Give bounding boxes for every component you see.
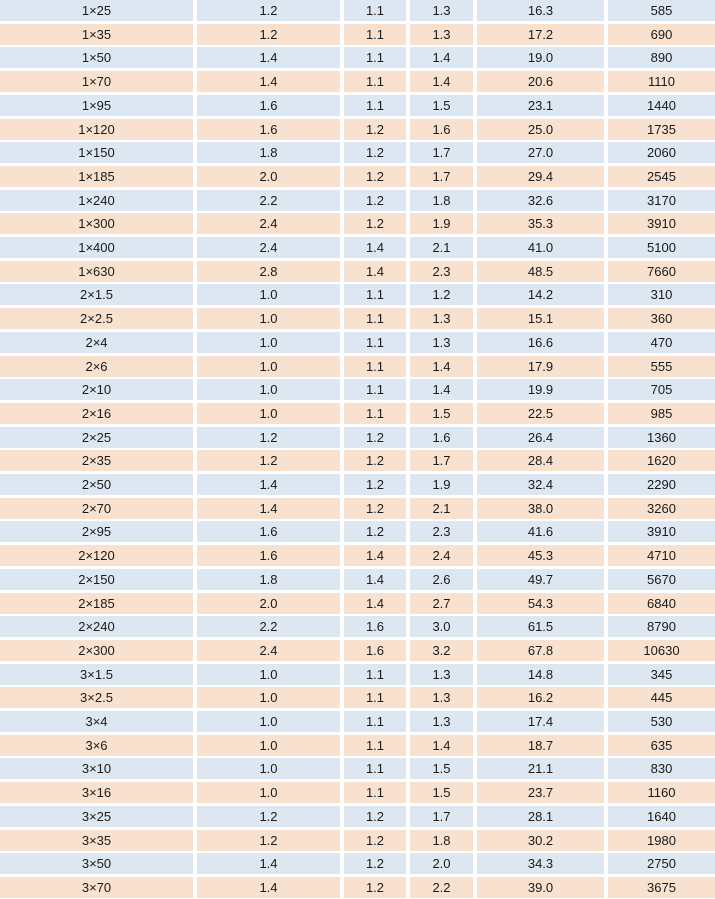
cell-weight: 2750: [608, 853, 715, 874]
cell-insulation-thickness: 1.2: [197, 806, 340, 827]
cell-outer-sheath: 1.7: [410, 450, 473, 471]
cell-outer-diameter: 21.1: [477, 758, 604, 779]
cell-outer-sheath: 2.0: [410, 853, 473, 874]
cell-inner-sheath: 1.1: [344, 356, 406, 377]
table-row: [0, 142, 715, 163]
cell-outer-diameter: 17.9: [477, 356, 604, 377]
cell-core-size: 2×240: [0, 616, 193, 637]
cell-weight: 1735: [608, 119, 715, 140]
table-row: [0, 190, 715, 211]
cell-inner-sheath: 1.1: [344, 24, 406, 45]
cell-inner-sheath: 1.4: [344, 261, 406, 282]
cell-outer-diameter: 39.0: [477, 877, 604, 898]
cell-core-size: 3×16: [0, 782, 193, 803]
cell-core-size: 1×300: [0, 213, 193, 234]
cell-inner-sheath: 1.2: [344, 213, 406, 234]
table-row: [0, 474, 715, 495]
cell-weight: 890: [608, 47, 715, 68]
cell-weight: 1980: [608, 830, 715, 851]
cell-core-size: 1×400: [0, 237, 193, 258]
cell-outer-diameter: 26.4: [477, 427, 604, 448]
cell-outer-diameter: 30.2: [477, 830, 604, 851]
cell-core-size: 2×50: [0, 474, 193, 495]
table-row: [0, 379, 715, 400]
cell-inner-sheath: 1.1: [344, 95, 406, 116]
cell-weight: 8790: [608, 616, 715, 637]
cell-weight: 1360: [608, 427, 715, 448]
cell-core-size: 1×35: [0, 24, 193, 45]
cell-weight: 7660: [608, 261, 715, 282]
cell-core-size: 1×95: [0, 95, 193, 116]
cell-insulation-thickness: 1.2: [197, 830, 340, 851]
cell-outer-sheath: 1.5: [410, 782, 473, 803]
cell-outer-sheath: 2.1: [410, 237, 473, 258]
cell-outer-sheath: 1.3: [410, 687, 473, 708]
cell-outer-sheath: 2.7: [410, 593, 473, 614]
cell-core-size: 2×185: [0, 593, 193, 614]
cell-inner-sheath: 1.1: [344, 308, 406, 329]
cell-weight: 4710: [608, 545, 715, 566]
table-row: [0, 830, 715, 851]
cell-core-size: 1×50: [0, 47, 193, 68]
cell-outer-sheath: 2.6: [410, 569, 473, 590]
cell-inner-sheath: 1.2: [344, 142, 406, 163]
cell-outer-sheath: 1.4: [410, 47, 473, 68]
cell-outer-sheath: 1.8: [410, 190, 473, 211]
cell-inner-sheath: 1.4: [344, 569, 406, 590]
cell-core-size: 2×25: [0, 427, 193, 448]
cell-core-size: 3×70: [0, 877, 193, 898]
table-row: [0, 119, 715, 140]
cell-weight: 2060: [608, 142, 715, 163]
cell-outer-sheath: 1.2: [410, 284, 473, 305]
cell-inner-sheath: 1.6: [344, 616, 406, 637]
cell-weight: 3910: [608, 213, 715, 234]
cell-weight: 2290: [608, 474, 715, 495]
cell-outer-diameter: 25.0: [477, 119, 604, 140]
cell-outer-diameter: 16.3: [477, 0, 604, 21]
table-row: [0, 569, 715, 590]
table-row: [0, 521, 715, 542]
cell-insulation-thickness: 1.2: [197, 24, 340, 45]
cell-outer-diameter: 29.4: [477, 166, 604, 187]
cell-core-size: 2×95: [0, 521, 193, 542]
cell-insulation-thickness: 1.0: [197, 379, 340, 400]
cell-weight: 3675: [608, 877, 715, 898]
cell-insulation-thickness: 1.0: [197, 735, 340, 756]
cell-outer-sheath: 2.3: [410, 261, 473, 282]
cell-outer-diameter: 18.7: [477, 735, 604, 756]
cell-weight: 1160: [608, 782, 715, 803]
cell-core-size: 2×70: [0, 498, 193, 519]
cell-core-size: 2×1.5: [0, 284, 193, 305]
cell-inner-sheath: 1.2: [344, 877, 406, 898]
cell-insulation-thickness: 1.4: [197, 47, 340, 68]
table-row: [0, 95, 715, 116]
cell-inner-sheath: 1.4: [344, 237, 406, 258]
cell-outer-diameter: 19.0: [477, 47, 604, 68]
table-row: [0, 284, 715, 305]
table-row: [0, 213, 715, 234]
cell-outer-diameter: 28.1: [477, 806, 604, 827]
cell-outer-diameter: 34.3: [477, 853, 604, 874]
table-row: [0, 616, 715, 637]
table-row: [0, 782, 715, 803]
cell-outer-diameter: 20.6: [477, 71, 604, 92]
cell-outer-sheath: 1.7: [410, 806, 473, 827]
cell-inner-sheath: 1.2: [344, 450, 406, 471]
cell-core-size: 3×2.5: [0, 687, 193, 708]
cell-insulation-thickness: 1.2: [197, 427, 340, 448]
cell-outer-diameter: 49.7: [477, 569, 604, 590]
cell-outer-sheath: 1.3: [410, 0, 473, 21]
cell-outer-sheath: 1.3: [410, 332, 473, 353]
table-row: [0, 47, 715, 68]
cell-weight: 585: [608, 0, 715, 21]
cell-insulation-thickness: 1.0: [197, 403, 340, 424]
cell-outer-diameter: 28.4: [477, 450, 604, 471]
cell-insulation-thickness: 1.4: [197, 474, 340, 495]
cell-outer-diameter: 14.8: [477, 664, 604, 685]
table-row: [0, 498, 715, 519]
cell-core-size: 3×50: [0, 853, 193, 874]
cell-outer-diameter: 16.2: [477, 687, 604, 708]
cell-outer-sheath: 1.4: [410, 379, 473, 400]
cell-insulation-thickness: 2.4: [197, 237, 340, 258]
cell-weight: 3910: [608, 521, 715, 542]
cell-weight: 3170: [608, 190, 715, 211]
cell-core-size: 2×4: [0, 332, 193, 353]
cell-outer-sheath: 1.3: [410, 664, 473, 685]
cell-outer-sheath: 1.6: [410, 119, 473, 140]
cell-outer-diameter: 16.6: [477, 332, 604, 353]
cell-inner-sheath: 1.2: [344, 190, 406, 211]
cell-weight: 830: [608, 758, 715, 779]
cell-core-size: 3×4: [0, 711, 193, 732]
cell-insulation-thickness: 1.0: [197, 284, 340, 305]
cell-weight: 445: [608, 687, 715, 708]
cell-outer-sheath: 1.3: [410, 24, 473, 45]
cell-core-size: 2×2.5: [0, 308, 193, 329]
cell-outer-diameter: 38.0: [477, 498, 604, 519]
cell-core-size: 3×35: [0, 830, 193, 851]
table-row: [0, 237, 715, 258]
table-row: [0, 711, 715, 732]
cell-weight: 1440: [608, 95, 715, 116]
cell-outer-diameter: 32.6: [477, 190, 604, 211]
cell-insulation-thickness: 1.8: [197, 569, 340, 590]
cell-inner-sheath: 1.1: [344, 0, 406, 21]
cell-outer-sheath: 3.2: [410, 640, 473, 661]
cell-outer-diameter: 27.0: [477, 142, 604, 163]
cell-weight: 555: [608, 356, 715, 377]
cell-core-size: 2×10: [0, 379, 193, 400]
cell-core-size: 2×150: [0, 569, 193, 590]
table-row: [0, 427, 715, 448]
cell-weight: 5100: [608, 237, 715, 258]
cell-inner-sheath: 1.1: [344, 711, 406, 732]
cell-insulation-thickness: 1.2: [197, 450, 340, 471]
cell-insulation-thickness: 2.4: [197, 213, 340, 234]
cell-weight: 360: [608, 308, 715, 329]
cell-outer-sheath: 1.4: [410, 356, 473, 377]
table-row: [0, 758, 715, 779]
cell-core-size: 2×300: [0, 640, 193, 661]
cell-insulation-thickness: 1.6: [197, 545, 340, 566]
cell-insulation-thickness: 1.0: [197, 308, 340, 329]
cell-inner-sheath: 1.1: [344, 379, 406, 400]
cell-core-size: 1×120: [0, 119, 193, 140]
table-row: [0, 356, 715, 377]
cell-insulation-thickness: 1.8: [197, 142, 340, 163]
cell-outer-diameter: 41.6: [477, 521, 604, 542]
cell-outer-sheath: 2.3: [410, 521, 473, 542]
cell-weight: 5670: [608, 569, 715, 590]
table-row: [0, 450, 715, 471]
cell-inner-sheath: 1.2: [344, 119, 406, 140]
cell-outer-sheath: 1.4: [410, 71, 473, 92]
cell-inner-sheath: 1.1: [344, 687, 406, 708]
cell-insulation-thickness: 1.0: [197, 758, 340, 779]
cell-inner-sheath: 1.2: [344, 853, 406, 874]
cell-inner-sheath: 1.2: [344, 806, 406, 827]
cell-core-size: 1×150: [0, 142, 193, 163]
cell-insulation-thickness: 1.4: [197, 498, 340, 519]
cell-weight: 690: [608, 24, 715, 45]
table-row: [0, 806, 715, 827]
cell-inner-sheath: 1.2: [344, 521, 406, 542]
cell-inner-sheath: 1.1: [344, 403, 406, 424]
cell-insulation-thickness: 1.4: [197, 853, 340, 874]
cell-insulation-thickness: 2.0: [197, 593, 340, 614]
cell-outer-sheath: 2.4: [410, 545, 473, 566]
cell-outer-sheath: 1.3: [410, 711, 473, 732]
table-row: [0, 261, 715, 282]
cell-inner-sheath: 1.1: [344, 735, 406, 756]
cell-inner-sheath: 1.2: [344, 166, 406, 187]
table-row: [0, 403, 715, 424]
cell-inner-sheath: 1.1: [344, 332, 406, 353]
cell-core-size: 2×16: [0, 403, 193, 424]
cell-outer-diameter: 61.5: [477, 616, 604, 637]
cell-core-size: 2×6: [0, 356, 193, 377]
cell-outer-diameter: 48.5: [477, 261, 604, 282]
table-row: [0, 166, 715, 187]
cell-insulation-thickness: 1.4: [197, 877, 340, 898]
cell-insulation-thickness: 1.0: [197, 711, 340, 732]
cell-outer-sheath: 1.5: [410, 758, 473, 779]
cell-inner-sheath: 1.2: [344, 830, 406, 851]
cell-outer-diameter: 23.1: [477, 95, 604, 116]
cell-outer-sheath: 1.7: [410, 166, 473, 187]
table-row: [0, 687, 715, 708]
cell-outer-sheath: 2.1: [410, 498, 473, 519]
cell-outer-sheath: 1.8: [410, 830, 473, 851]
cell-core-size: 1×70: [0, 71, 193, 92]
cell-outer-diameter: 22.5: [477, 403, 604, 424]
cell-outer-diameter: 45.3: [477, 545, 604, 566]
cell-insulation-thickness: 1.2: [197, 0, 340, 21]
cell-inner-sheath: 1.1: [344, 71, 406, 92]
cell-outer-diameter: 15.1: [477, 308, 604, 329]
table-row: [0, 24, 715, 45]
cell-outer-diameter: 35.3: [477, 213, 604, 234]
cell-inner-sheath: 1.1: [344, 664, 406, 685]
cell-weight: 3260: [608, 498, 715, 519]
cell-outer-sheath: 1.7: [410, 142, 473, 163]
cell-inner-sheath: 1.4: [344, 545, 406, 566]
cell-outer-sheath: 1.5: [410, 403, 473, 424]
cell-weight: 705: [608, 379, 715, 400]
cell-weight: 310: [608, 284, 715, 305]
cell-core-size: 1×630: [0, 261, 193, 282]
table-row: [0, 71, 715, 92]
table-row: [0, 735, 715, 756]
cell-outer-sheath: 1.9: [410, 213, 473, 234]
cell-outer-diameter: 67.8: [477, 640, 604, 661]
cell-core-size: 2×35: [0, 450, 193, 471]
table-row: [0, 332, 715, 353]
cell-inner-sheath: 1.6: [344, 640, 406, 661]
cell-weight: 1640: [608, 806, 715, 827]
cell-insulation-thickness: 1.6: [197, 521, 340, 542]
cell-outer-sheath: 1.6: [410, 427, 473, 448]
table-row: [0, 545, 715, 566]
cell-weight: 985: [608, 403, 715, 424]
cell-weight: 635: [608, 735, 715, 756]
cell-insulation-thickness: 1.0: [197, 687, 340, 708]
cell-weight: 345: [608, 664, 715, 685]
cell-outer-sheath: 2.2: [410, 877, 473, 898]
cell-outer-diameter: 32.4: [477, 474, 604, 495]
table-row: [0, 853, 715, 874]
cell-core-size: 1×185: [0, 166, 193, 187]
cell-core-size: 2×120: [0, 545, 193, 566]
table-row: [0, 593, 715, 614]
cell-weight: 1110: [608, 71, 715, 92]
table-row: [0, 640, 715, 661]
cell-insulation-thickness: 1.0: [197, 664, 340, 685]
cell-core-size: 1×25: [0, 0, 193, 21]
cell-core-size: 3×25: [0, 806, 193, 827]
cell-inner-sheath: 1.4: [344, 593, 406, 614]
cell-core-size: 3×6: [0, 735, 193, 756]
cell-outer-diameter: 17.4: [477, 711, 604, 732]
cell-inner-sheath: 1.1: [344, 782, 406, 803]
table-row: [0, 308, 715, 329]
cell-core-size: 1×240: [0, 190, 193, 211]
cell-insulation-thickness: 1.0: [197, 356, 340, 377]
cell-inner-sheath: 1.2: [344, 474, 406, 495]
cell-core-size: 3×1.5: [0, 664, 193, 685]
cell-weight: 6840: [608, 593, 715, 614]
cell-inner-sheath: 1.2: [344, 427, 406, 448]
cell-insulation-thickness: 1.6: [197, 95, 340, 116]
cell-outer-sheath: 1.5: [410, 95, 473, 116]
cell-weight: 530: [608, 711, 715, 732]
cell-outer-sheath: 1.4: [410, 735, 473, 756]
table-row: [0, 664, 715, 685]
cell-weight: 1620: [608, 450, 715, 471]
cell-outer-sheath: 3.0: [410, 616, 473, 637]
cell-insulation-thickness: 2.2: [197, 190, 340, 211]
cell-outer-diameter: 14.2: [477, 284, 604, 305]
table-row: [0, 877, 715, 898]
cell-inner-sheath: 1.1: [344, 758, 406, 779]
cell-insulation-thickness: 2.0: [197, 166, 340, 187]
cell-insulation-thickness: 1.0: [197, 782, 340, 803]
cell-outer-diameter: 54.3: [477, 593, 604, 614]
cell-outer-sheath: 1.9: [410, 474, 473, 495]
cell-inner-sheath: 1.1: [344, 284, 406, 305]
table-row: [0, 0, 715, 21]
cell-insulation-thickness: 2.2: [197, 616, 340, 637]
cell-insulation-thickness: 2.8: [197, 261, 340, 282]
cell-weight: 2545: [608, 166, 715, 187]
cell-inner-sheath: 1.2: [344, 498, 406, 519]
cell-core-size: 3×10: [0, 758, 193, 779]
cell-insulation-thickness: 1.4: [197, 71, 340, 92]
cell-inner-sheath: 1.1: [344, 47, 406, 68]
cell-insulation-thickness: 1.6: [197, 119, 340, 140]
cell-insulation-thickness: 1.0: [197, 332, 340, 353]
cell-weight: 10630: [608, 640, 715, 661]
cell-outer-diameter: 41.0: [477, 237, 604, 258]
cell-outer-diameter: 19.9: [477, 379, 604, 400]
cell-outer-sheath: 1.3: [410, 308, 473, 329]
cell-outer-diameter: 17.2: [477, 24, 604, 45]
cell-weight: 470: [608, 332, 715, 353]
cell-outer-diameter: 23.7: [477, 782, 604, 803]
cell-insulation-thickness: 2.4: [197, 640, 340, 661]
